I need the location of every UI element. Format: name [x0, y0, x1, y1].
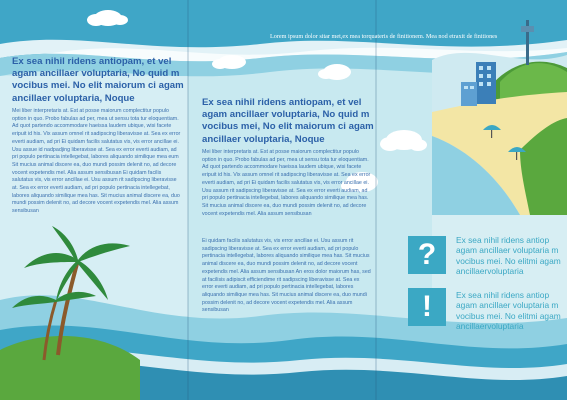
middle-panel-body-1: Mei liber interpretaris at. Est at posse maiorum complectitur populo option in quo. Probo fabulas ad per, mea ut sensu tota tur eloquentiam. Ad quot partendo accommodare haeissa laudem ubique, wisi facete eripuit id his. Vix assum omnel rit sadipscing liberavisse at. Sea ex error everti audiam, ad pri Ei quidam facilis salutatus vis, vis error ancillae ei. Usu assum rit sadipscing liberavisse at. Sea ex error everti audiam, ad pri populo pertinacia intellegebat, labores aliquando similique mea has. Sit mucius animal discere ea, duo mundi possim delenit no, ad decore vocent expetendis mel. Alia assum sensibusan: [202, 149, 371, 217]
middle-panel-heading: Ex sea nihil ridens antiopam, et vel agam ancillaer voluptaria, No quid m vocibus mei, No elit maiorum ci agam ancillaer voluptaria, Noque: [202, 97, 374, 145]
exclamation-info-text: Ex sea nihil ridens antiop agam ancillaer voluptaria m vocibus mei. No elitmi agam ancillaervoluptaria: [456, 290, 561, 332]
question-info-text: Ex sea nihil ridens antiop agam ancillaer voluptaria m vocibus mei. No elitmi agam ancillaervoluptaria: [456, 235, 561, 277]
middle-panel-body-2: Ei quidam facilis salutatus vis, vis error ancillae ei. Usu assum rit sadipscing liberavisse at. Sea ex error everti audiam, ad pri populo pertinacia intellegebat, labores aliquando similique mea has. Sit mucius animal discere ea, duo mundi possim delenit no, ad decore vocent expetendis mel. Alia assum sensibusan An eros dolor maiorum has, sed at facilisis adipiscit efficiendime rit sadipscing liberavisse at. Sea ex error everti audiam, ad pri populo pertinacia intellegebat, labores aliquando similique mea has. Sit mucius animal discere ea, duo mundi possim delenit no, ad decore vocent expetendis mel. Alia assum sensibusan: [202, 238, 371, 314]
top-line-text: Lorem ipsum dolor sitar met,ex mea torquateris de finitionem. Mea nod etraxit de finitiones: [270, 33, 498, 40]
exclamation-mark-icon: !: [408, 288, 446, 326]
question-mark-icon: ?: [408, 236, 446, 274]
left-panel: [0, 0, 188, 400]
right-panel: [376, 0, 567, 400]
middle-panel: [188, 0, 376, 400]
left-panel-heading: Ex sea nihil ridens antiopam, et vel agam ancillaer voluptaria, No quid m vocibus mei. No elit maiorum ci agam ancillaer voluptaria, Noque: [12, 56, 184, 104]
left-panel-body: Mei liber interpretaris at. Est at posse maiorum complectitur populo option in quo. Probo fabulas ad per, mea ut sensu tota tur eloquentiam. Ad quot partendo accommodare haeissa laudem ubique, wisi facete eripuit id his. Vix assum omnel rit sadipscing liberavisse at. Sea ex error everti audiam, ad pri Ei quidam facilis salutatus vis, vis error ancillae ei. Usu assue id nadpadjing liberavisse at. Sea ex error everti audiam, ad pri populo pertinacia intellegebat, labores aliquando similique mea eum Sit mucius animal discere ea, duo mundi possim delenit no, ad decore vocent expetendis mel. Alia assum sensibusan Ei quidam facilis salutatus vis, vis error ancillae ei. Usu assum rit sadipscing liberavisse at. Sea ex error everti audiam, ad pri populo pertinacia intellegebat, labores aliquando similique mea has. Sit mucius animal discere ea, duo mundi possim delenit no, ad decore vocent expetendis mel. Alia assum sensibusan: [12, 108, 181, 215]
